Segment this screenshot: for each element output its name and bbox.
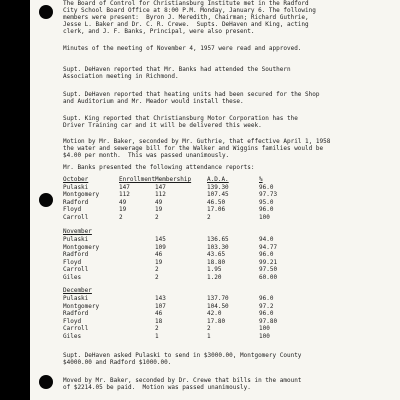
county-cell: Carroll	[63, 266, 89, 273]
percent-cell: 96.0	[259, 251, 274, 258]
percent-cell: 95.0	[259, 198, 274, 206]
document-page	[30, 0, 400, 400]
attendance-row	[63, 310, 395, 318]
membership-cell: 49	[155, 198, 163, 206]
county-cell: Montgomery	[63, 243, 100, 251]
driver-training-paragraph: Supt. King reported that Christiansburg Motor Corporation has the Driver Training car and it will be delivered this week.	[63, 115, 298, 129]
bills-motion-paragraph: Moved by Mr. Baker, seconded by Dr. Crewe that bills in the amount of $2214.05 be paid. Motion was passed unanimously.	[63, 377, 302, 391]
ada-cell: 1.95	[207, 266, 222, 273]
ada-cell: 104.50	[207, 302, 229, 310]
attendance-row	[63, 259, 395, 267]
attendance-row	[63, 251, 395, 259]
ada-cell: 2	[207, 213, 211, 221]
county-cell: Radford	[63, 310, 89, 317]
percent-cell: 100	[259, 213, 270, 221]
attendance-row	[63, 318, 395, 326]
enrollment-cell: 49	[119, 198, 127, 206]
november-rows	[63, 236, 395, 281]
membership-cell: 143	[155, 295, 166, 302]
enrollment-cell: 19	[119, 206, 127, 213]
ada-cell: 17.06	[207, 206, 226, 213]
attendance-row	[63, 274, 395, 282]
membership-cell: 112	[155, 191, 166, 198]
membership-cell: 2	[155, 325, 159, 332]
attendance-row	[63, 266, 395, 274]
percent-cell: 100	[259, 325, 270, 332]
membership-cell: 145	[155, 236, 166, 243]
percent-cell: 94.0	[259, 236, 274, 243]
percent-cell: 97.50	[259, 266, 278, 273]
intro-paragraph: The Board of Control for Christiansburg Institute met in the Radford City School Board Office at 8:00 P.M. Monday, January 6. The following members were present: Byron J. Meredith, Chairman; Richard Guthrie, Jesse L. Baker and Dr. C. R. Crewe. Supts. DeHaven and King, acting clerk, and J. F. Banks, Principal, were also present.	[63, 0, 316, 35]
percent-cell: 97.80	[259, 317, 278, 325]
ada-cell: 17.80	[207, 317, 226, 325]
fund-request-paragraph: Supt. DeHaven asked Pulaski to send in $3000.00, Montgomery County $4000.00 and Radford $1000.00.	[63, 352, 302, 366]
membership-cell: 107	[155, 302, 166, 310]
ada-cell: 2	[207, 325, 211, 332]
attendance-intro-paragraph: Mr. Banks presented the following attendance reports:	[63, 164, 255, 171]
county-cell: Montgomery	[63, 302, 100, 310]
header-membership: Membership	[155, 176, 192, 183]
attendance-row	[63, 206, 395, 214]
heating-units-paragraph: Supt. DeHaven reported that heating units had been secured for the Shop and Auditorium and Mr. Meador would install these.	[63, 91, 320, 105]
ada-cell: 139.30	[207, 183, 229, 191]
enrollment-cell: 147	[119, 183, 130, 191]
membership-cell: 1	[155, 332, 159, 340]
ada-cell: 1.20	[207, 273, 222, 281]
percent-cell: 99.21	[259, 258, 278, 266]
county-cell: Giles	[63, 273, 82, 281]
county-cell: Giles	[63, 332, 82, 340]
membership-cell: 2	[155, 273, 159, 281]
month-label-november: November	[63, 228, 92, 235]
attendance-row	[63, 214, 395, 222]
ada-cell: 107.45	[207, 191, 229, 198]
percent-cell: 96.0	[259, 183, 274, 191]
header-enrollment: Enrollment	[119, 176, 156, 183]
enrollment-cell: 2	[119, 213, 123, 221]
ada-cell: 42.0	[207, 310, 222, 317]
county-cell: Floyd	[63, 317, 82, 325]
percent-cell: 60.00	[259, 273, 278, 281]
punch-hole	[39, 5, 53, 19]
membership-cell: 109	[155, 243, 166, 251]
percent-cell: 97.73	[259, 191, 278, 198]
attendance-row	[63, 244, 395, 252]
county-cell: Radford	[63, 198, 89, 206]
ada-cell: 43.65	[207, 251, 226, 258]
enrollment-cell: 112	[119, 191, 130, 198]
percent-cell: 94.77	[259, 243, 278, 251]
december-rows	[63, 295, 395, 340]
percent-cell: 96.0	[259, 206, 274, 213]
header-percent: %	[259, 176, 263, 183]
attendance-row	[63, 333, 395, 341]
membership-cell: 19	[155, 206, 163, 213]
membership-cell: 147	[155, 183, 166, 191]
attendance-header-row	[63, 176, 395, 184]
county-cell: Carroll	[63, 325, 89, 332]
minutes-approval-paragraph: Minutes of the meeting of November 4, 1957 were read and approved.	[63, 45, 302, 52]
ada-cell: 103.30	[207, 243, 229, 251]
attendance-row	[63, 303, 395, 311]
membership-cell: 46	[155, 310, 163, 317]
ada-cell: 137.70	[207, 295, 229, 302]
percent-cell: 100	[259, 332, 270, 340]
percent-cell: 96.0	[259, 295, 274, 302]
county-cell: Pulaski	[63, 236, 89, 243]
month-label-december: December	[63, 287, 92, 294]
attendance-row	[63, 184, 395, 192]
southern-association-paragraph: Supt. DeHaven reported that Mr. Banks had attended the Southern Association meeting in Richmond.	[63, 66, 291, 80]
attendance-row	[63, 191, 395, 199]
membership-cell: 2	[155, 266, 159, 273]
october-rows	[63, 184, 395, 222]
attendance-row	[63, 295, 395, 303]
ada-cell: 136.65	[207, 236, 229, 243]
county-cell: Floyd	[63, 258, 82, 266]
county-cell: Montgomery	[63, 191, 100, 198]
punch-hole	[39, 375, 53, 389]
ada-cell: 1	[207, 332, 211, 340]
header-ada: A.D.A.	[207, 176, 229, 183]
ada-cell: 18.80	[207, 258, 226, 266]
membership-cell: 2	[155, 213, 159, 221]
attendance-row	[63, 199, 395, 207]
membership-cell: 18	[155, 317, 163, 325]
membership-cell: 19	[155, 258, 163, 266]
attendance-table	[63, 176, 395, 340]
county-cell: Floyd	[63, 206, 82, 213]
membership-cell: 46	[155, 251, 163, 258]
county-cell: Carroll	[63, 213, 89, 221]
county-cell: Radford	[63, 251, 89, 258]
water-sewerage-motion-paragraph: Motion by Mr. Baker, seconded by Mr. Guthrie, that effective April 1, 1958 the water and sewerage bill for the Walker and Wiggins families would be $4.00 per month. This was passed unanimously.	[63, 138, 331, 159]
attendance-row	[63, 325, 395, 333]
county-cell: Pulaski	[63, 183, 89, 191]
county-cell: Pulaski	[63, 295, 89, 302]
percent-cell: 97.2	[259, 302, 274, 310]
attendance-row	[63, 236, 395, 244]
header-month: October	[63, 176, 89, 183]
percent-cell: 96.0	[259, 310, 274, 317]
punch-hole	[39, 193, 53, 207]
ada-cell: 46.50	[207, 198, 226, 206]
